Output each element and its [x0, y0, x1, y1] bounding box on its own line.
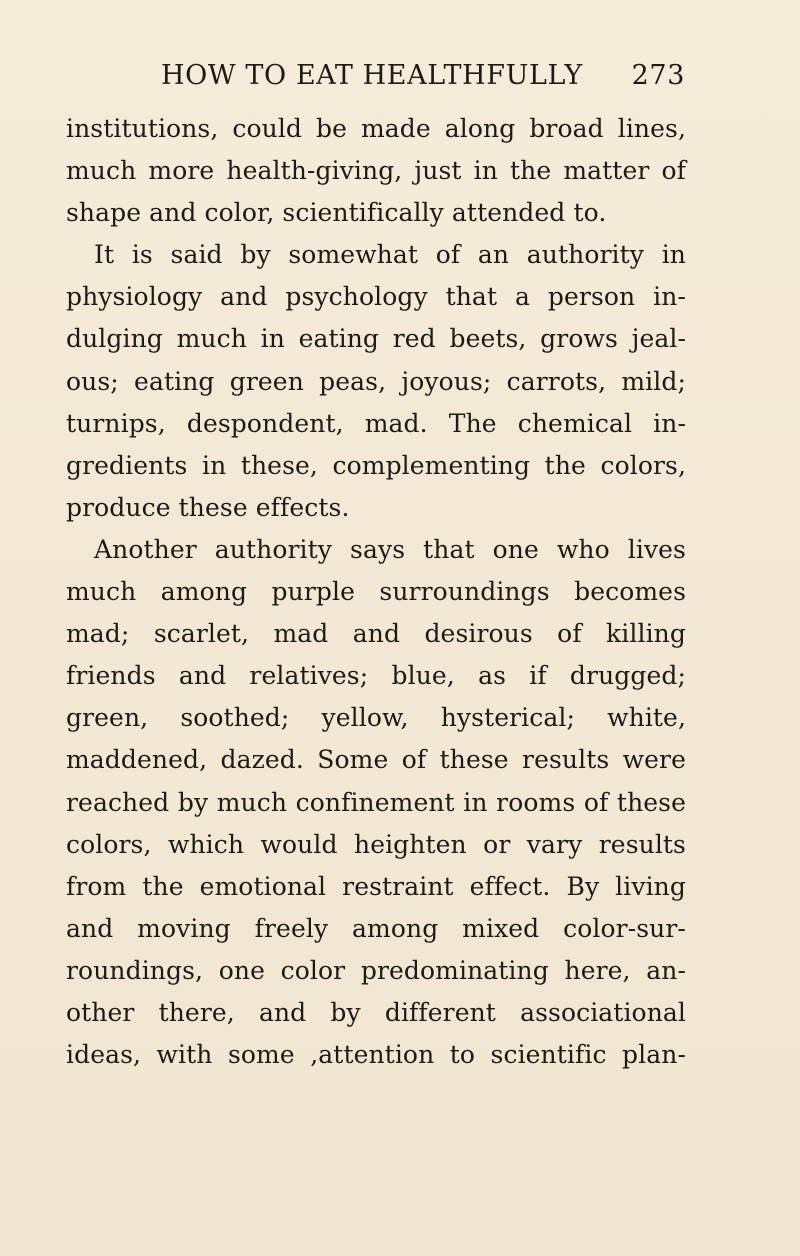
- text-line: other there, and by different associational: [66, 997, 686, 1027]
- text-line: much among purple surroundings becomes: [66, 577, 686, 607]
- text-line: It is said by somewhat of an authority in: [94, 240, 686, 270]
- text-line: ideas, with some ,attention to scientific plan-: [66, 1040, 686, 1070]
- page-number: 273: [631, 60, 685, 91]
- text-line: colors, which would heighten or vary results: [66, 829, 686, 859]
- text-line: physiology and psychology that a person in-: [66, 282, 686, 312]
- text-line: and moving freely among mixed color-sur-: [66, 913, 686, 943]
- text-line: ous; eating green peas, joyous; carrots, mild;: [66, 366, 686, 396]
- text-line: shape and color, scientifically attended to.: [66, 198, 607, 228]
- text-line: gredients in these, complementing the colors,: [66, 450, 686, 480]
- text-line: from the emotional restraint effect. By living: [66, 871, 686, 901]
- text-line: friends and relatives; blue, as if drugged;: [66, 661, 686, 691]
- text-line: reached by much confinement in rooms of these: [66, 787, 686, 817]
- text-line: institutions, could be made along broad lines,: [66, 114, 686, 143]
- text-line: much more health-giving, just in the matter of: [66, 156, 686, 186]
- text-line: turnips, despondent, mad. The chemical in-: [66, 408, 686, 438]
- running-head: [161, 56, 685, 96]
- running-title: HOW TO EAT HEALTHFULLY: [161, 60, 583, 91]
- text-line: green, soothed; yellow, hysterical; white,: [66, 703, 686, 733]
- text-line: Another authority says that one who lives: [94, 534, 686, 564]
- text-line: mad; scarlet, mad and desirous of killing: [66, 619, 686, 649]
- text-line: roundings, one color predominating here, an-: [66, 955, 686, 985]
- text-line: produce these effects.: [66, 492, 350, 522]
- text-line: dulging much in eating red beets, grows jeal-: [66, 324, 686, 354]
- body-text: [66, 108, 686, 1076]
- text-line: maddened, dazed. Some of these results were: [66, 745, 686, 775]
